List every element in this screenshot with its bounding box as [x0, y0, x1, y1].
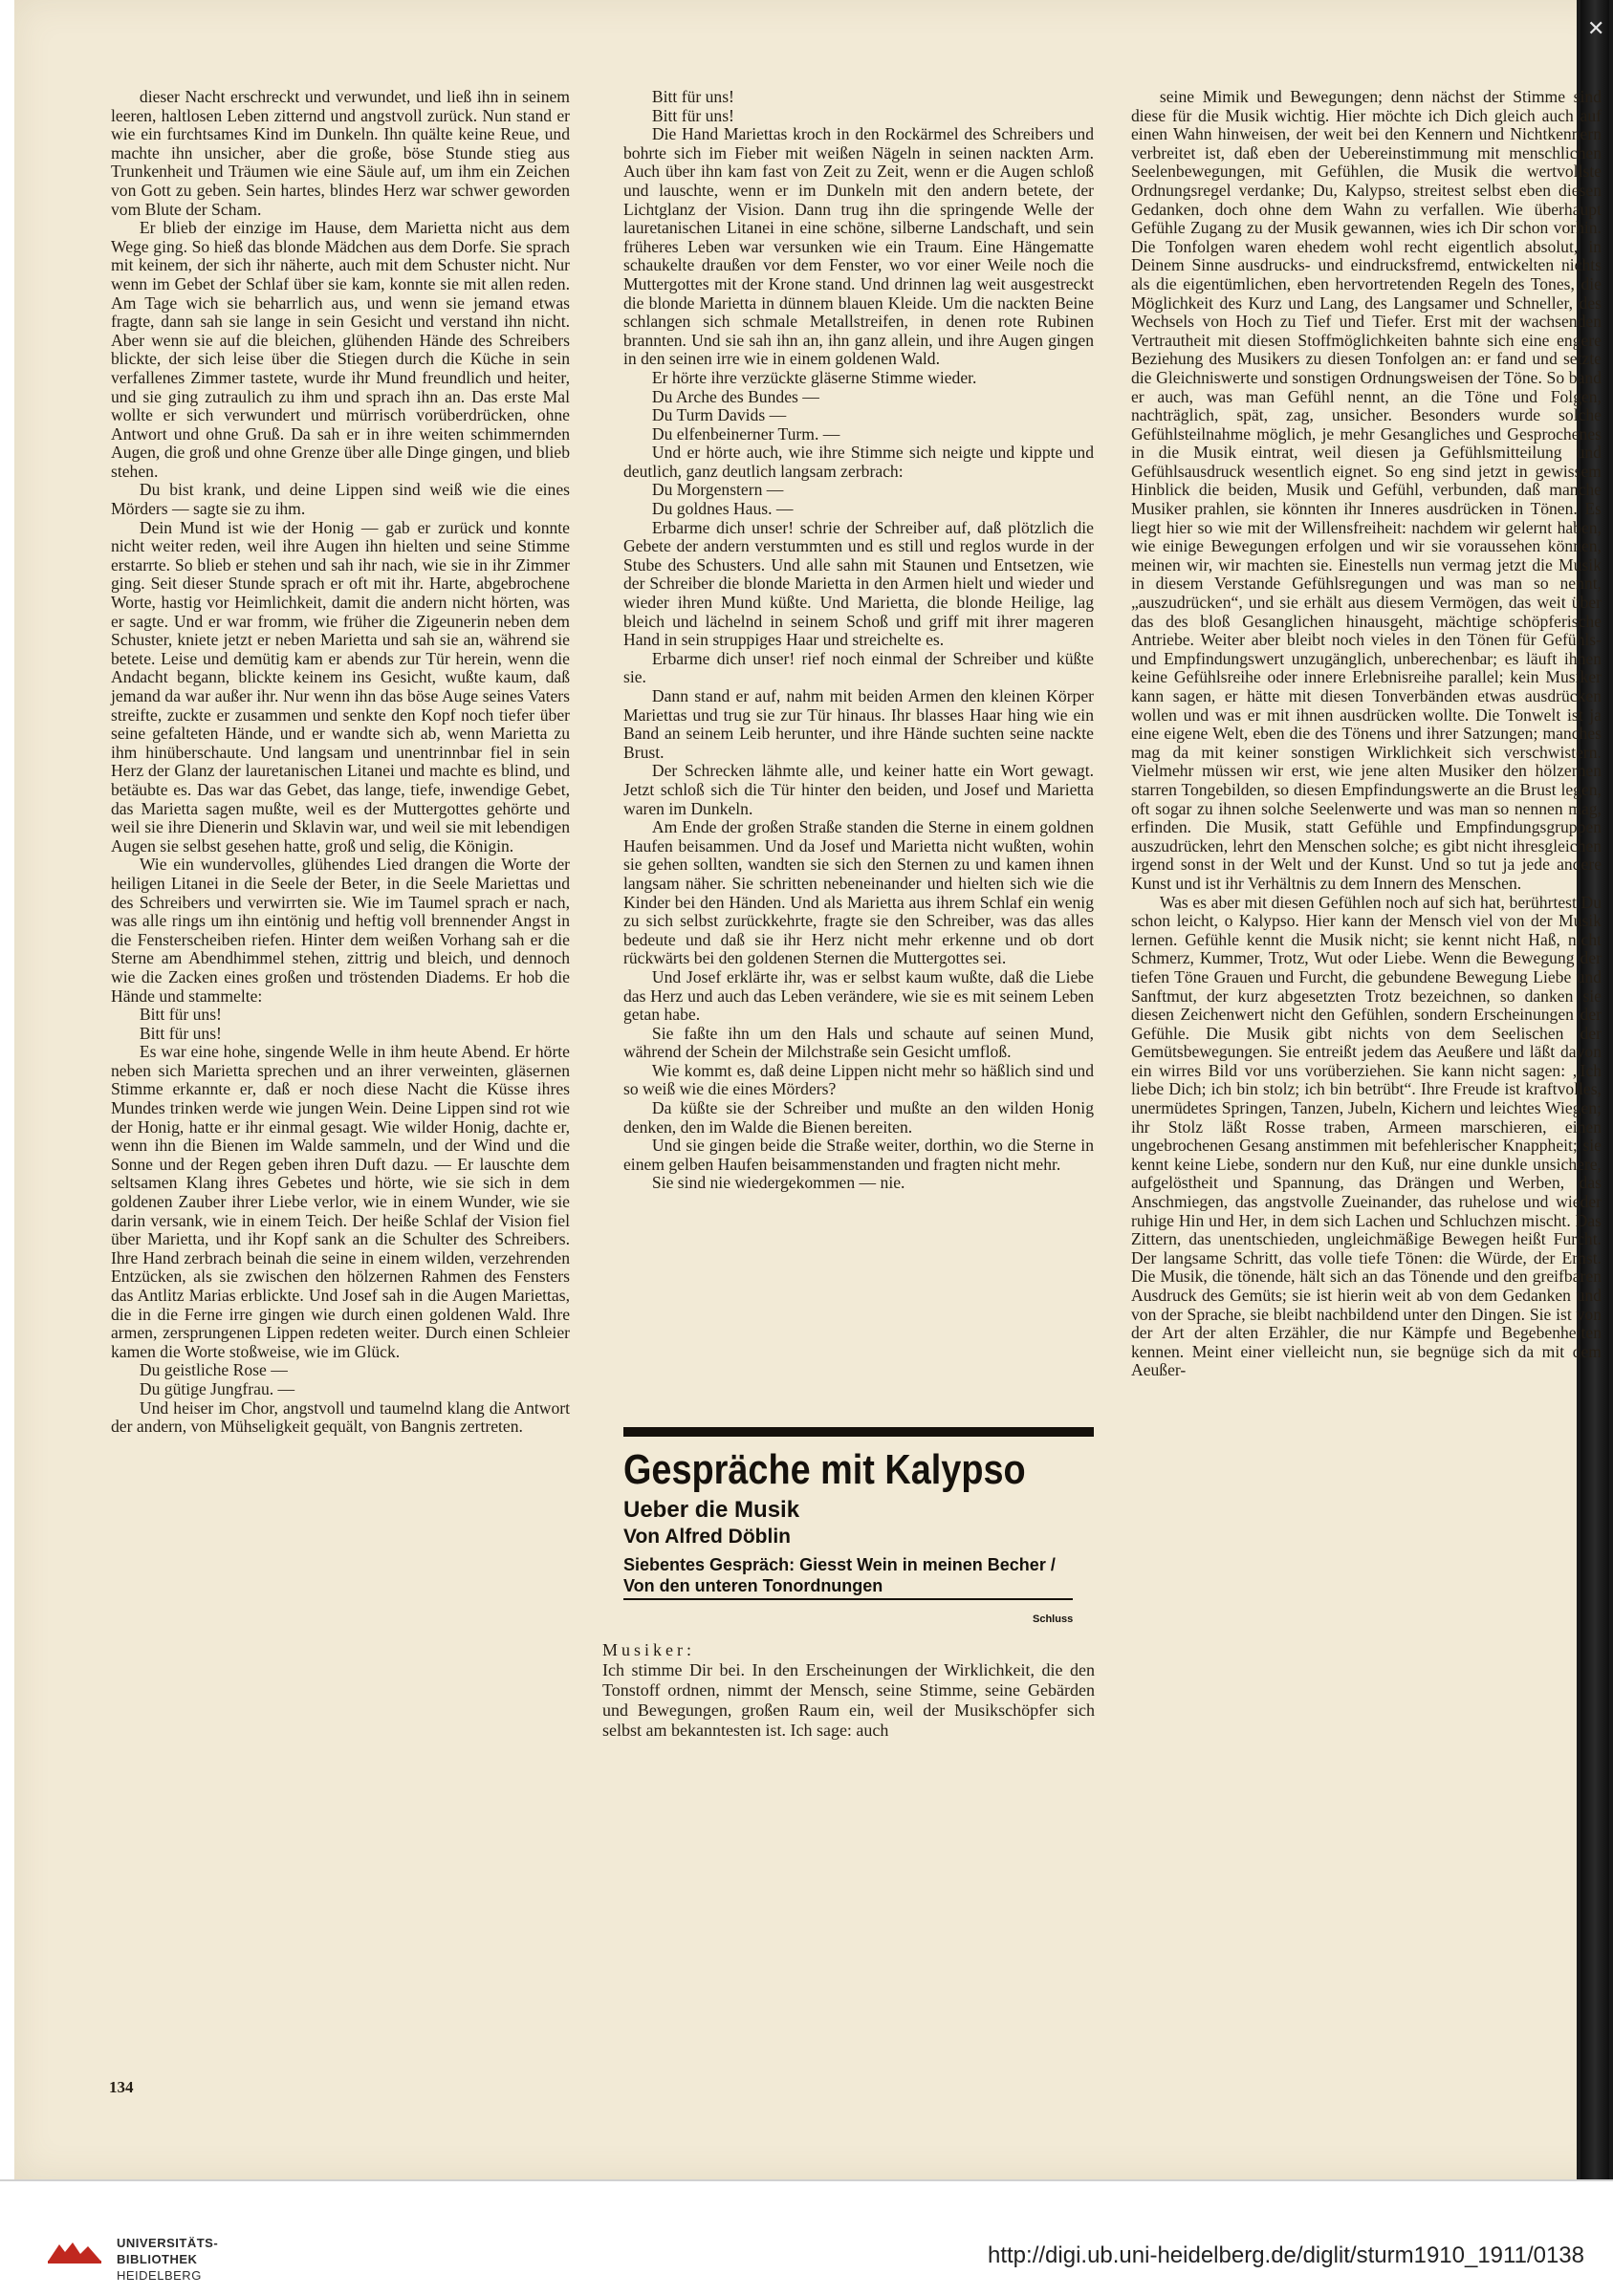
paragraph: Bitt für uns! — [651, 105, 734, 125]
article-title: Gespräche mit Kalypso — [623, 1446, 1026, 1493]
paragraph: Wie ein wundervolles, glühendes Lied drangen die Worte der heiligen Litanei in die Seele der Beter, in die Seele Mariettas und des Schreibers und verwirrten sie. Wie im Taumel sprach er nach, was alle rings um ihn eintönig und heftig voll brennender Angst in die Fensterscheiben riefen. Hinter dem weißen Vorhang sah er die Sterne am Abendhimmel stehen, zittrig und bleich, und dennoch wie die Zacken eines großen und tröstenden Diadems. Er hob die Hände und stammelte: — [111, 855, 570, 1006]
viewer-footer — [0, 2179, 1613, 2296]
article-end-marker: Schluss — [1033, 1614, 1074, 1625]
speaker-label: Musiker: — [602, 1640, 695, 1659]
paragraph: Und sie gingen beide die Straße weiter, dorthin, wo die Sterne in einem gelben Haufen beisammenstanden und fragten nicht mehr. — [623, 1136, 1094, 1174]
article-dialog-start — [602, 1640, 1095, 1741]
paragraph: Bitt für uns! — [139, 1005, 222, 1025]
column-2 — [623, 88, 1094, 1193]
library-name-line-1: UNIVERSITÄTS- — [117, 2236, 219, 2250]
paragraph: dieser Nacht erschreckt und verwundet, und ließ ihn in seinem leeren, haltlosen Leben zitternd und angstvoll zurück. Nun stand er wie ein furchtsames Kind im Dunkeln. Ihn quälte keine Reue, und machte ihn unsicher, aber die große, böse Stunde stieg aus Trunkenheit und Träumen wie eine Säule auf, um ihm ein Zeichen von Gott zu geben. Sein hartes, blindes Herz war schwer geworden vom Blute der Scham. — [111, 87, 570, 219]
paragraph: Dann stand er auf, nahm mit beiden Armen den kleinen Körper Mariettas und trug sie zur Tür hinaus. Ihr blasses Haar hing wie ein Band an seinem Leib herunter, und ihre Hände suchten seine nackte Brust. — [623, 686, 1094, 762]
article-section-heading: Siebentes Gespräch: Giesst Wein in meinen Becher / Von den unteren Tonordnungen — [623, 1554, 1073, 1600]
library-name-line-3: HEIDELBERG — [117, 2268, 202, 2283]
paragraph: Er hörte ihre verzückte gläserne Stimme wieder. — [651, 367, 977, 387]
paragraph: Da küßte sie der Schreiber und mußte an den wilden Honig denken, den im Walde die Bienen bereiten. — [623, 1098, 1094, 1137]
paragraph: Bitt für uns! — [651, 87, 734, 106]
library-name — [117, 2235, 218, 2284]
article-author: Von Alfred Döblin — [623, 1526, 791, 1548]
column-3 — [1131, 88, 1602, 1380]
paragraph: Am Ende der großen Straße standen die Sterne in einem goldnen Haufen beisammen. Und da Josef und Marietta nicht wußten, wohin sie gehen sollten, wandten sie sich den Sternen zu und kamen ihnen langsam näher. Sie schritten nebeneinander und hielten sich wie die Kinder bei den Händen. Und als Marietta aus ihrem Schlaf ein wenig zu sich selbst zurückkehrte, fragte sie den Schreiber, was das alles bedeute und daß sie ihr Herz nicht mehr erkenne und ob dort rückwärts bei den goldenen Sternen die Muttergottes sei. — [623, 817, 1094, 968]
paragraph: Er blieb der einzige im Hause, dem Marietta nicht aus dem Wege ging. So hieß das blonde Mädchen aus dem Dorfe. Sie sprach mit keinem, der sich ihr näherte, auch mit dem Schuster nicht. Nur wenn im Gebet der Schlaf über sie kam, konnte sie mit allen reden. Am Tage wich sie beharrlich aus, und wenn sie jemand etwas fragte, dann sah sie lange in sein Gesicht und verstand ihn nicht. Aber wenn sie auf die bleichen, glühenden Hände des Schreibers blickte, der sich leise über die Stiegen durch die Küche in sein verfallenes Zimmer tastete, wurde ihr Mund freundlich und heiter, und sie ging zutraulich zu ihm und sprach ihn an. Das erste Mal wollte er sich verwundert und mürrisch vorüberdrücken, ohne Antwort und ohne Gruß. Da sah er in ihre weiten schimmernden Augen, die groß und ohne Grenze über alle Dinge gingen, und blieb stehen. — [111, 218, 570, 481]
paragraph: Dein Mund ist wie der Honig — gab er zurück und konnte nicht weiter reden, weil ihre Augen ihn hielten und seine Stimme erstarrte. So blieb er stehen und sah ihr nach, wie sie in ihr Zimmer ging. Seit dieser Stunde sprach er oft mit ihr. Harte, abgebrochene Worte, hastig vor Heimlichkeit, damit die andern nicht hörten, was er sagte. Und er war fromm, wie früher die Zigeunerin neben dem Schuster, kniete jetzt er neben Marietta und sah sie an, während sie betete. Leise und demütig kam er abends zur Tür herein, wenn die Andacht begann, blickte keinem ins Gesicht, wußte kaum, daß jemand da war außer ihr. Nur wenn ihn das böse Auge seines Vaters streifte, zuckte er zusammen und senkte den Kopf noch tiefer über seine gefalteten Hände, und er wandte sich ab, wenn Marietta zu ihm hinüberschaute. Und langsam und unentrinnbar fiel in sein Herz der Glanz der lauretanischen Litanei und machte es blind, und betäubte es. Das war das Gebet, das lange, tiefe, inwendige Gebet, das Marietta sagen mußte, weil es der Muttergottes gehörte und weil sie ihre Dienerin und Sklavin war, und weil sie mit lebendigen Augen sie selbst gesehen hatte, groß und selig, die Königin. — [111, 517, 570, 856]
paragraph: Wie kommt es, daß deine Lippen nicht mehr so häßlich sind und so weiß wie die eines Mörders? — [623, 1060, 1094, 1099]
paragraph: Du Turm Davids — — [651, 405, 787, 425]
paragraph: Du gütige Jungfrau. — — [139, 1378, 295, 1398]
paragraph: Du Morgenstern — — [651, 480, 784, 500]
paragraph: Du elfenbeinerner Turm. — — [651, 423, 840, 444]
article-subtitle: Ueber die Musik — [623, 1497, 800, 1523]
paragraph: Du geistliche Rose — — [139, 1360, 288, 1380]
paragraph: Du bist krank, und deine Lippen sind weiß wie die eines Mörders — sagte sie zu ihm. — [111, 480, 570, 519]
article-dialog-text: Ich stimme Dir bei. In den Erscheinungen der Wirklichkeit, die den Tonstoff ordnen, nimmt der Mensch, seine Stimme, seine Gebärden und Bewegungen, großen Raum ein, weil der Musikschöpfer sich selbst am bekanntesten ist. Ich sage: auch — [602, 1660, 1095, 1740]
paragraph: Bitt für uns! — [139, 1023, 222, 1043]
paragraph: Du Arche des Bundes — — [651, 386, 819, 406]
footer-divider — [0, 2179, 1613, 2181]
column-1 — [111, 88, 570, 1437]
paragraph: Erbarme dich unser! rief noch einmal der Schreiber und küßte sie. — [623, 648, 1094, 687]
close-icon: ✕ — [1587, 17, 1605, 41]
article-separator-rule — [623, 1427, 1094, 1437]
paragraph: Der Schrecken lähmte alle, und keiner hatte ein Wort gewagt. Jetzt schloß sich die Tür hinter den beiden, und Josef und Marietta waren im Dunkeln. — [623, 761, 1094, 818]
paragraph: Und er hörte auch, wie ihre Stimme sich neigte und kippte und deutlich, ganz deutlich langsam zerbrach: — [623, 443, 1094, 481]
page-number: 134 — [109, 2078, 134, 2096]
paragraph: Es war eine hohe, singende Welle in ihm heute Abend. Er hörte neben sich Marietta sprechen und an ihrer verweinten, gläsernen Stimme erkannte er, daß er noch diese Nacht die Küsse ihres Mundes trinken werde wie jungen Wein. Deine Lippen sind rot wie der Honig, hatte er ihr einmal gesagt. Wie wilder Honig, dachte er, wenn ihn die Bienen im Walde sammeln, und der Wind und die Sonne und der Regen geben ihren Duft dazu. — Er lauschte dem seltsamen Klang ihres Gebetes und hörte, wie sie sich in dem goldenen Zauber ihrer Liebe verlor, wie in einem Wunder, wie sie darin versank, wie in einem Teich. Der heiße Schlaf der Vision fiel über Marietta, und ihr Kopf sank an die Schulter des Schreibers. Ihre Hand zerbrach beinah die seine in einem wilden, verzehrenden Entzücken, als sie zwischen den hölzernen Rahmen des Fensters das Antlitz Marias erblickte. Und Josef sah in die Augen Mariettas, die in die Ferne irre gingen wie durch einen goldenen Wald. Ihre armen, zersprungenen Lippen redeten weiter. Durch einen Schleier kamen die Worte stoßweise, wie im Glück. — [111, 1042, 570, 1361]
paragraph: Und Josef erklärte ihr, was er selbst kaum wußte, daß die Liebe das Herz und auch das Leben verändere, wie sie es mit seinem Leben getan habe. — [623, 966, 1094, 1025]
paragraph: seine Mimik und Bewegungen; denn nächst der Stimme sind diese für die Musik wichtig. Hier möchte ich Dich gleich auch auf einen Wahn hinweisen, der weit bei den Kennern und Nichtkennern verbreitet ist, daß eben der Uebereinstimmung mit menschlichen Seelenbewegungen, mit Gefühlen, die Musik die wertvollste Ordnungsregel verdanke; Du, Kalypso, streitest selbst eben diesen Gedanken, doch ohne dem Wahn zu verfallen. Wie überhaupt Gefühle Zugang zu der Musik gewannen, wies ich Dir schon vorhin. Die Tonfolgen waren ehedem wohl recht eigentlich absolut, in Deinem Sinne ausdrucks- und eindrucksfremd, entwickelten nichts als die eigentümlichen, eben hervortretenden Regeln des Tones, die Möglichkeit des Kurz und Lang, des Langsamer und Schneller, des Wechsels von Hoch zu Tief und Tiefer. Erst mit der wachsenden Vertrautheit mit diesen Stoffmöglichkeiten bahnte sich eine engere Beziehung des Musikers zu diesen Tonfolgen an: er fand und setzte die Gleichniswerte und sonstigen Ordnungsweisen der Töne. So band er auch, was man Gefühl nennt, an die Töne und Folgen, nachträglich, spät, zag, unsicher. Besonders wurde solche Gefühlsteilnahme möglich, je mehr Gesangliches und Gesprochenes in die Musik eintrat, weil diesen ja Gefühlsmitteilung und Gefühlsausdruck wesentlich eignet. So eng sind jetzt in gewissem Hinblick die beiden, Musik und Gefühl, verbunden, daß manche Musiker prahlen, sie könnten ihr Inneres ausdrücken in Tönen. Es liegt hier so wie mit der Willensfreiheit: nachdem wir gelernt haben, wie einige Bewegungen erfolgen und wir sie voraussehen können, meinen wir, wir machten sie. Einestells nun vermag jetzt die Musik in diesem Verstande Gefühlsregungen und was man so nennt, „auszudrücken“, und sie erhält aus diesem Vermögen, das weit über das des bloß Gesanglichen hinausgeht, mächtige schöpferische Antriebe. Weiter aber bleibt noch vieles in den Tönen für Gefühls- und Empfindungswert unzugänglich, unberechenbar; es läuft ihnen keine Gefühlsreihe oder innere Erlebnisreihe parallel; kein Musiker kann sagen, er hätte mit diesen Tonverbänden etwas ausdrücken wollen und was er mit ihnen ausdrücken wollte. Die Tonwelt ist ja eine eigene Welt, eben die des Tönens und ihrer Satzungen; manches mag da mit keiner sonstigen Wirklichkeit sich verschwistern. Vielmehr müssen wir erst, wie jene alten Musiker den hölzernen starren Tongebilden, so diesen Empfindungswerte an die Brust legen, oft sogar zu ihnen solche Seelenwerte und was man so nennen mag, erfinden. Die Musik, statt Gefühle und Empfindungsgruppen auszudrücken, lehrt den Menschen solche; es gibt nicht ihresgleichen irgend sonst in der Welt und der Kunst. Und so tut ja jede andere Kunst und ist ihr Verhältnis zu dem Innern des Menschen. — [1131, 87, 1602, 893]
paragraph: Erbarme dich unser! schrie der Schreiber auf, daß plötzlich die Gebete der andern verstummten und es still und reglos wurde in der Stube des Schusters. Und alle sahn mit Staunen und Entsetzen, wie der Schreiber die blonde Marietta in den Armen hielt und wieder und wieder ihren Mund küßte. Und Marietta, die blonde Heilige, lag bleich und lächelnd in seinem Schoß und griff mit ihrer mageren Hand in sein struppiges Haar und streichelte es. — [623, 517, 1094, 650]
source-url[interactable]: http://digi.ub.uni-heidelberg.de/diglit/sturm1910_1911/0138 — [988, 2242, 1584, 2268]
paragraph: Was es aber mit diesen Gefühlen noch auf sich hat, berührtest Du schon leicht, o Kalypso. Hier kann der Mensch viel von der Musik lernen. Gefühle kennt die Musik nicht; sie kennt nicht Haß, nicht Schmerz, Kummer, Trotz, Wut oder Liebe. Wenn die Bewegung der tiefen Töne Grauen und Furcht, die gebundene Bewegung Liebe und Sanftmut, der kurz abgesetzten Trotz bezeichnen, so danken sie diesen Zeichenwert nicht den Gefühlen, sondern Erscheinungen der Gefühle. Die Musik gibt nichts von dem Seelischen der Gemütsbewegungen. Sie entreißt jedem das Aeußere und läßt davon ein wirres Bild vor uns vorüberziehen. Sie kann nicht sagen: „Ich liebe Dich; ich bin stolz; ich bin betrübt“. Ihre Freude ist kraftvolles, unermüdetes Springen, Tanzen, Jubeln, Kichern und leichtes Wiegen; ihr Stolz läßt Rosse traben, Armeen marschieren, einen ungebrochenen Gesang anstimmen mit befehlerischer Knappheit; sie kennt keine Liebe, sondern nur den Kuß, nur eine dunkle unsichere, aufgelöstheit und Spannung, das Drängen und Werben, das Anschmiegen, das angstvolle Zueinander, das ruhelose und wieder ruhige Hin und Her, in dem sich Lachen und Schluchzen mischt. Das Zittern, das unentschieden, ungleichmäßige Bewegen heißt Furcht. Der langsame Schritt, das volle tiefe Tönen: die Würde, der Ernst. Die Musik, die tönende, hält sich an das Tönende und den greifbaren Ausdruck des Gemüts; sie ist hierin weit ab von dem Gedanken und von der Sprache, sie bleibt nachbildend unter den Dingen. Sie ist von der Art der alten Erzähler, die nur Kämpfe und Begebenheiten kennen. Meint einer vielleicht nun, sie begnüge sich da mit dem Aeußer- — [1131, 892, 1602, 1380]
library-logo-icon — [46, 2241, 103, 2264]
paragraph: Sie faßte ihn um den Hals und schaute auf seinen Mund, während der Schein der Milchstraße sein Gesicht umfloß. — [623, 1023, 1094, 1062]
paragraph: Sie sind nie wiedergekommen — nie. — [651, 1173, 905, 1193]
paragraph: Du goldnes Haus. — — [651, 499, 794, 519]
library-name-line-2: BIBLIOTHEK — [117, 2252, 198, 2266]
paragraph: Und heiser im Chor, angstvoll und taumelnd klang die Antwort der andern, von Mühseligkeit gequält, von Bangnis zertreten. — [111, 1397, 570, 1437]
paragraph: Die Hand Mariettas kroch in den Rockärmel des Schreibers und bohrte sich im Fieber mit weißen Nägeln in seinen nackten Arm. Auch über ihn kam fast von Zeit zu Zeit, wenn er die Augen schloß und lauschte, wenn er im Dunkeln mit den andern betete, der Lichtglanz der Vision. Dann trug ihn die springende Welle der lauretanischen Litanei in eine schöne, silberne Landschaft, und sein früheres Leben war versunken wie ein Traum. Eine Hängematte schaukelte draußen vor dem Fenster, wo vor einer Weile noch die Muttergottes mit der Krone stand. Und drinnen lag weit ausgestreckt die blonde Marietta in dünnem blauen Kleide. Um die nackten Beine schlangen sich schmale Metallstreifen, in denen rote Rubinen brannten. Und sie sah ihn an, ihn ganz allein, und ihre Augen gingen in den seinen irre wie in einem goldenen Wald. — [623, 124, 1094, 369]
